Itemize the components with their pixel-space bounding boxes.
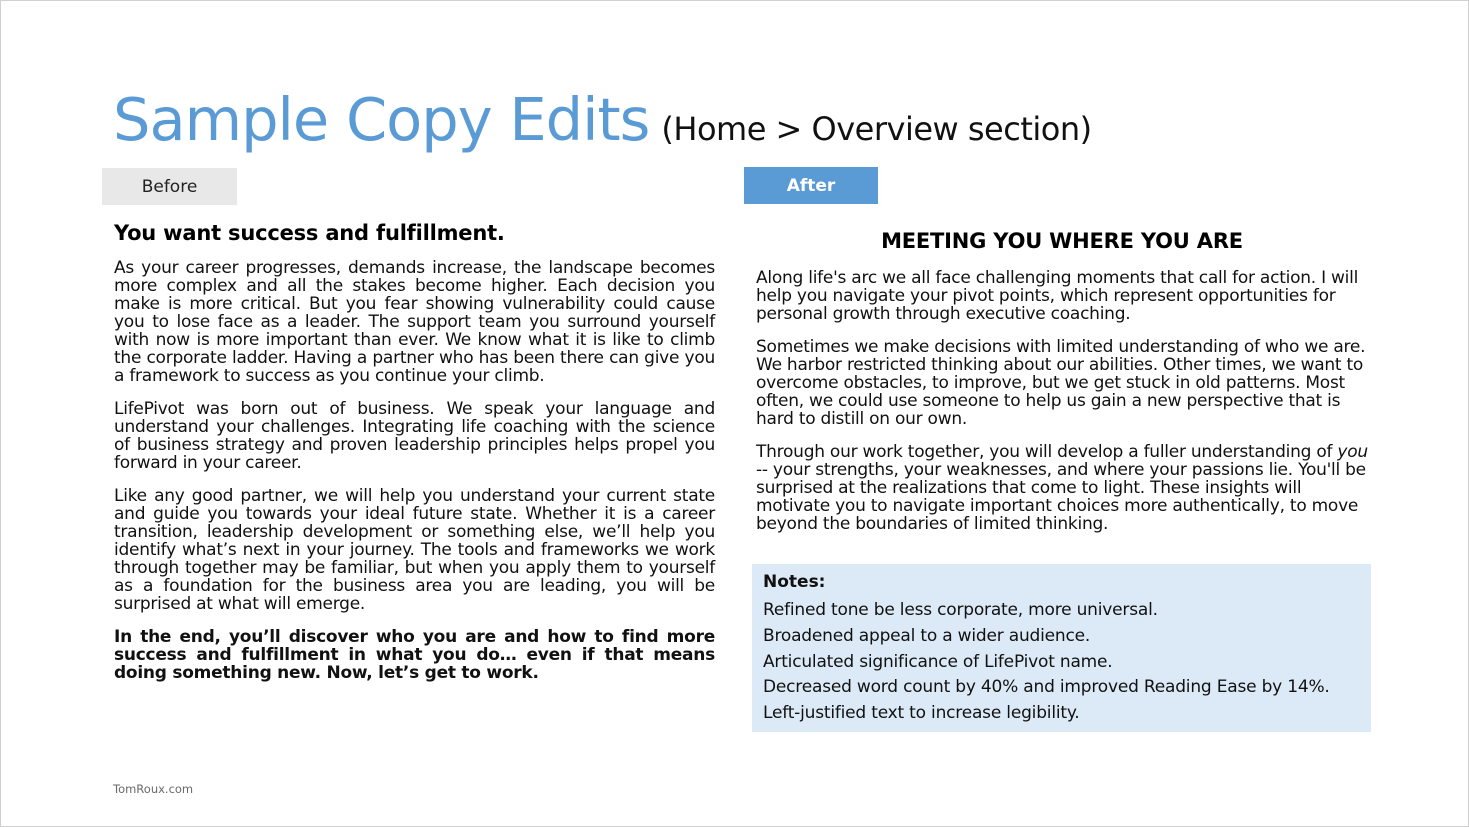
after-label: After: [744, 167, 878, 204]
before-column: [114, 221, 715, 697]
after-paragraph: Sometimes we make decisions with limited understanding of who we are. We harbor restricted thinking about our abilities. Other times, we want to overcome obstacles, to improve, but we get stuck in old patterns. Most often, we could use someone to help us gain a new perspective that is hard to distill on our own.: [756, 337, 1366, 429]
note-item: Articulated significance of LifePivot name.: [763, 651, 1113, 672]
title-main: Sample Copy Edits: [113, 85, 650, 154]
note-item: Broadened appeal to a wider audience.: [763, 625, 1091, 646]
after-p3-emphasis: you: [1337, 442, 1368, 462]
note-item: Decreased word count by 40% and improved Reading Ease by 14%.: [763, 677, 1330, 698]
after-p3-text: Through our work together, you will develop a fuller understanding of: [756, 442, 1338, 462]
after-paragraph: [756, 443, 1368, 533]
after-column: [756, 229, 1368, 548]
notes-title: Notes:: [763, 572, 826, 592]
before-closing-paragraph: In the end, you’ll discover who you are and how to find more success and fulfillment in what you do… even if that means doing something new. Now, let’s get to work.: [114, 627, 715, 683]
after-p3-text-end: -- your strengths, your weaknesses, and where your passions lie. You'll be surprised at the realizations that come to light. These insights will motivate you to navigate important choices more authentically, to move beyond the boundaries of limited thinking.: [756, 460, 1366, 534]
before-heading: You want success and fulfillment.: [114, 221, 505, 245]
after-paragraph: Along life's arc we all face challenging moments that call for action. I will help you navigate your pivot points, which represent opportunities for personal growth through executive coaching.: [756, 268, 1359, 324]
before-paragraph: Like any good partner, we will help you understand your current state and guide you towards your ideal future state. Whether it is a career transition, leadership development or something else, we’ll help you identify what’s next in your journey. The tools and frameworks we work through together may be familiar, but when you apply them to yourself as a foundation for the business area you are leading, you will be surprised at what will emerge.: [114, 486, 715, 614]
after-heading: MEETING YOU WHERE YOU ARE: [881, 229, 1243, 253]
note-item: Refined tone be less corporate, more universal.: [763, 600, 1158, 620]
notes-box: [752, 564, 1371, 732]
page-title: [113, 85, 1092, 154]
note-item: Left-justified text to increase legibility.: [763, 703, 1080, 724]
title-subtitle: (Home > Overview section): [661, 110, 1092, 148]
footer-site: TomRoux.com: [113, 782, 194, 796]
before-label: Before: [102, 168, 237, 205]
before-paragraph: As your career progresses, demands increase, the landscape becomes more complex and all the stakes become higher. Each decision you make is more critical. But you fear showing vulnerability could cause you to lose face as a leader. The support team you surround yourself with now is more important than ever. We know what it is like to climb the corporate ladder. Having a partner who has been there can give you a framework to success as you continue your climb.: [114, 258, 715, 386]
before-paragraph: LifePivot was born out of business. We speak your language and understand your challenges. Integrating life coaching with the science of business strategy and proven leadership principles helps propel you forward in your career.: [114, 399, 715, 473]
